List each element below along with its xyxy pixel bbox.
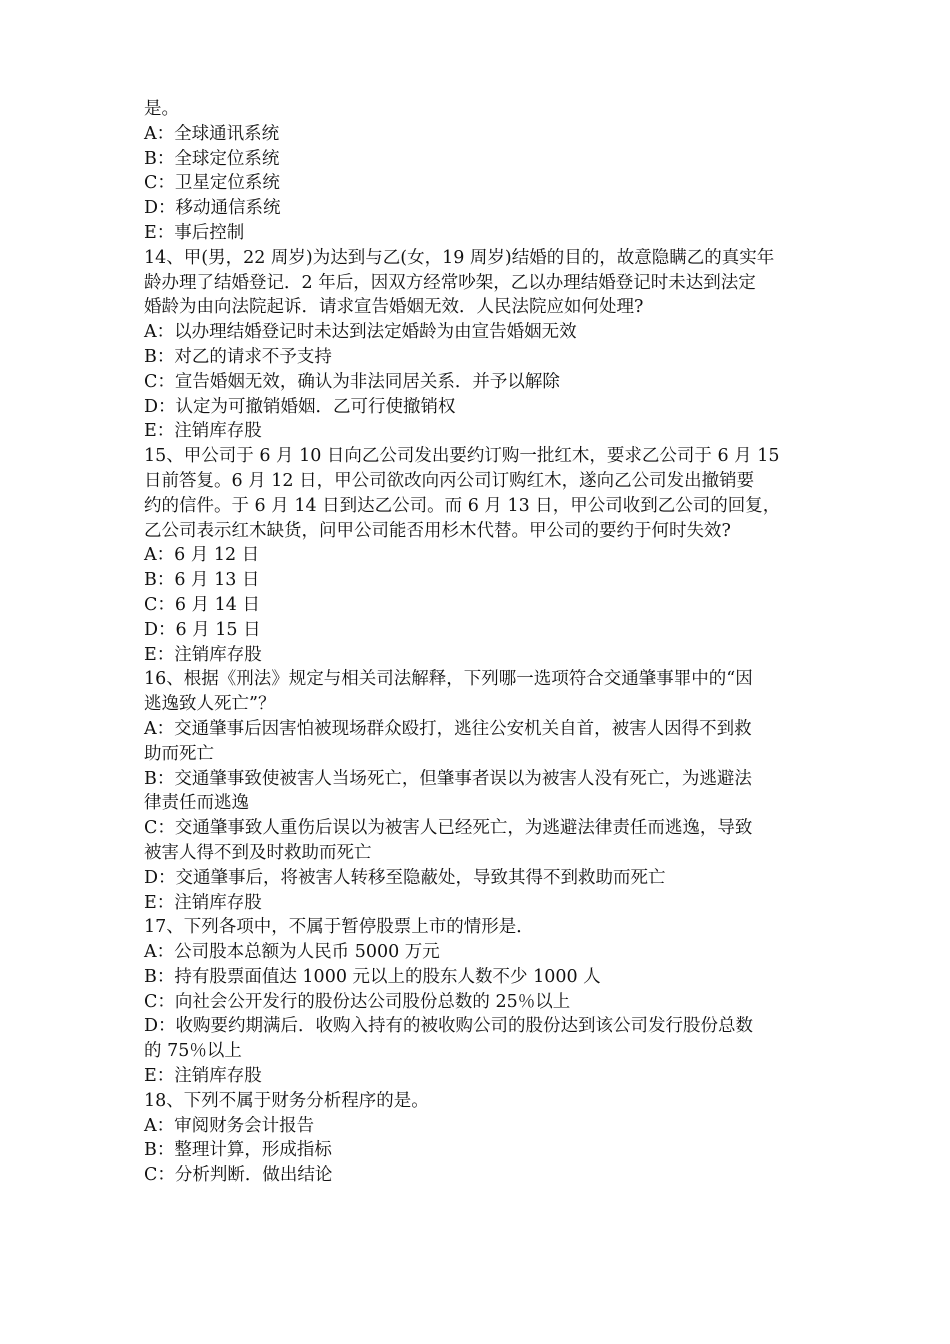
question-14-option-c: C：宣告婚姻无效，确认为非法同居关系．并予以解除 [144, 371, 560, 392]
question-16-option-b-line-2: 律责任而逃逸 [144, 793, 249, 814]
document-page [144, 97, 812, 1188]
question-14-stem-line-3: 婚龄为由向法院起诉．请求宣告婚姻无效．人民法院应如何处理? [144, 297, 644, 318]
question-16-option-c-line-1: C：交通肇事致人重伤后误以为被害人已经死亡，为逃避法律责任而逃逸，导致 [144, 818, 753, 839]
question-13-option-c: C：卫星定位系统 [144, 173, 280, 194]
question-18-option-b: B：整理计算，形成指标 [144, 1140, 332, 1161]
question-15-option-d: D：6 月 15 日 [144, 619, 261, 640]
question-14-stem-line-2: 龄办理了结婚登记．2 年后，因双方经常吵架，乙以办理结婚登记时未达到法定 [144, 272, 756, 293]
question-18-option-a: A：审阅财务会计报告 [144, 1115, 315, 1136]
question-17-stem: 17、下列各项中，不属于暂停股票上市的情形是． [144, 917, 534, 938]
question-15-stem-line-1: 15、甲公司于 6 月 10 日向乙公司发出要约订购一批红木，要求乙公司于 6 月 15 [144, 446, 780, 467]
question-17-option-d-line-2: 的 75％以上 [144, 1041, 242, 1062]
question-18-stem: 18、下列不属于财务分析程序的是。 [144, 1090, 429, 1111]
question-14-option-b: B：对乙的请求不予支持 [144, 346, 332, 367]
question-17-option-e: E：注销库存股 [144, 1066, 262, 1087]
question-17-option-c: C：向社会公开发行的股份达公司股份总数的 25％以上 [144, 991, 571, 1012]
question-16-option-a-line-2: 助而死亡 [144, 743, 214, 764]
question-15-option-c: C：6 月 14 日 [144, 594, 260, 615]
question-17-option-a: A：公司股本总额为人民币 5000 万元 [144, 942, 440, 963]
question-16-option-a-line-1: A：交通肇事后因害怕被现场群众殴打，逃往公安机关自首，被害人因得不到救 [144, 718, 752, 739]
question-15-stem-line-3: 约的信件。于 6 月 14 日到达乙公司。而 6 月 13 日，甲公司收到乙公司的回复， [144, 495, 781, 516]
question-15-stem-line-2: 日前答复。6 月 12 日，甲公司欲改向丙公司订购红木，遂向乙公司发出撤销要 [144, 470, 755, 491]
question-13-option-b: B：全球定位系统 [144, 148, 280, 169]
question-16-option-e: E：注销库存股 [144, 892, 262, 913]
question-16-option-c-line-2: 被害人得不到及时救助而死亡 [144, 842, 372, 863]
question-15-option-a: A：6 月 12 日 [144, 545, 260, 566]
question-15-stem-line-4: 乙公司表示红木缺货，问甲公司能否用杉木代替。甲公司的要约于何时失效? [144, 520, 731, 541]
question-13-option-e: E：事后控制 [144, 222, 245, 243]
question-16-stem-line-1: 16、根据《刑法》规定与相关司法解释，下列哪一选项符合交通肇事罪中的“因 [144, 669, 753, 690]
question-18-option-c: C：分析判断．做出结论 [144, 1165, 333, 1186]
question-13-option-a: A：全球通讯系统 [144, 123, 280, 144]
question-16-stem-line-2: 逃逸致人死亡”？ [144, 694, 276, 715]
question-13-stem-tail: 是。 [144, 99, 179, 119]
question-15-option-b: B：6 月 13 日 [144, 570, 260, 591]
question-16-option-b-line-1: B：交通肇事致使被害人当场死亡，但肇事者误以为被害人没有死亡，为逃避法 [144, 768, 752, 789]
question-14-option-d: D：认定为可撤销婚姻．乙可行使撤销权 [144, 396, 456, 417]
question-13-option-d: D：移动通信系统 [144, 198, 281, 219]
question-17-option-b: B：持有股票面值达 1000 元以上的股东人数不少 1000 人 [144, 966, 601, 987]
question-14-stem-line-1: 14、甲(男，22 周岁)为达到与乙(女，19 周岁)结婚的目的，故意隐瞒乙的真实年 [144, 247, 775, 268]
question-17-option-d-line-1: D：收购要约期满后．收购入持有的被收购公司的股份达到该公司发行股份总数 [144, 1016, 754, 1037]
question-14-option-a: A：以办理结婚登记时未达到法定婚龄为由宣告婚姻无效 [144, 322, 577, 343]
question-14-option-e: E：注销库存股 [144, 421, 262, 442]
question-15-option-e: E：注销库存股 [144, 644, 262, 665]
question-16-option-d: D：交通肇事后，将被害人转移至隐蔽处，导致其得不到救助而死亡 [144, 867, 666, 888]
